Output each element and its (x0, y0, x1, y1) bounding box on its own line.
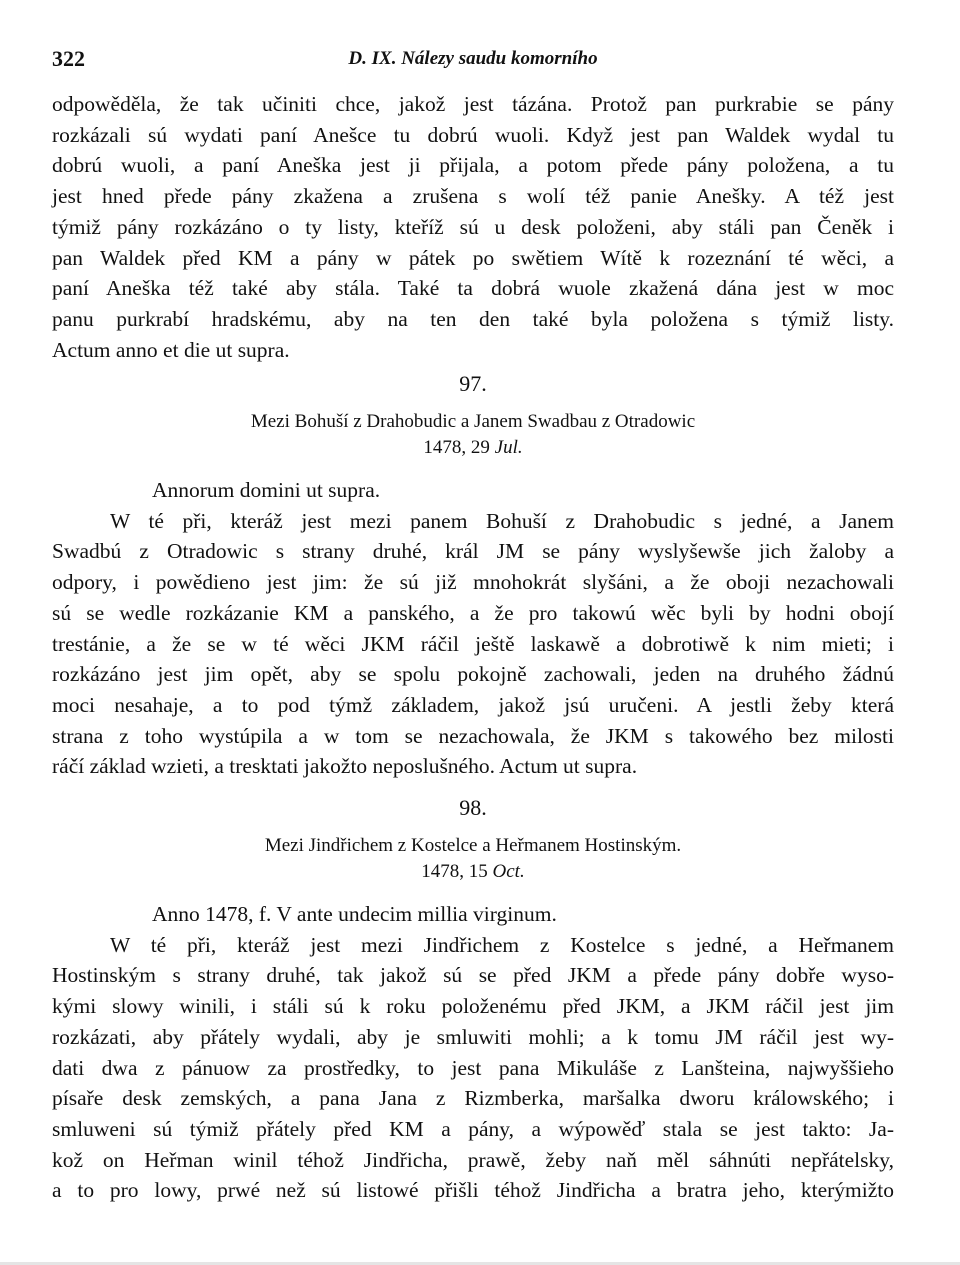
text-line: jest hned přede pány zkažena a zrušena s wolí též panie Anešky. A též jest (52, 184, 894, 209)
text-line: strana z toho wystúpila a w tom se nezachowala, že JKM s takowého bez milosti (52, 723, 894, 748)
paragraph-entry-97 (52, 475, 894, 782)
text-line: a to pro lowy, prwé než sú listowé přišli téhož Jindřicha a bratra jeho, kterýmižto (52, 1178, 894, 1203)
text-line: Hostinským s strany druhé, tak jakož sú se před JKM a přede pány dobře wyso- (52, 963, 894, 988)
text-line: moci nesahaje, a to pod týmž základem, jakož jsú uručeni. A jestli žeby která (52, 692, 894, 717)
page-header (52, 44, 894, 74)
text-line: trestánie, a že se w té wěci JKM ráčil ještě laskawě a dobrotiwě k nim mieti; i (52, 631, 894, 656)
text-line (52, 930, 894, 961)
text-line: dati dwa z pánuow za prostředky, to jest pana Mikuláše z Lanšteina, najwyššieho (52, 1055, 894, 1080)
entry-title-98: Mezi Jindřichem z Kostelce a Heřmanem Hostinským. (264, 835, 682, 856)
entry-date-year: 1478, 15 (421, 861, 488, 882)
text-line: odpory, i powědieno jest jim: že sú již mnohokrát slyšáni, a že oboji nezachowali (52, 570, 894, 595)
entry-opening (52, 475, 894, 506)
text-line-content: W té při, kteráž jest mezi Jindřichem z Kostelce s jedné, a Heřmanem (110, 932, 894, 957)
page-number: 322 (52, 46, 85, 71)
paragraph-continuation (52, 89, 894, 365)
entry-date-97 (52, 437, 894, 459)
text-line: odpowěděla, že tak učiniti chce, jakož jest tázána. Protož pan purkrabie se pány (52, 92, 894, 116)
text-line: písaře desk zemských, a pana Jana z Rizmberka, maršalka dworu králowského; i (52, 1086, 894, 1111)
text-line: rozkázáno jest jim opět, aby se spolu pokojně zachowali, jeden na druhého žádnú (52, 662, 894, 687)
text-line: Swadbú z Otradowic s strany druhé, král JM se pány wyslyšewše jich žaloby a (52, 539, 894, 564)
entry-opening-text: Annorum domini ut supra. (152, 478, 381, 502)
text-line: kými slowy winili, i stáli sú k roku položenému před JKM, a JKM ráčil jest jim (52, 994, 894, 1019)
text-line: dobrú wuoli, a paní Aneška jest ji přijala, a potom přede pány položena, a tu (52, 153, 894, 178)
text-line: panu purkrabí hradskému, aby na ten den také byla položena s týmiž listy. (52, 306, 894, 331)
text-line: Actum anno et die ut supra. (52, 337, 290, 362)
text-line: týmiž pány rozkázáno o ty listy, kteříž sú u desk položeni, aby stáli pan Čeněk i (52, 214, 894, 239)
paragraph-entry-98 (52, 899, 894, 1206)
entry-title-97: Mezi Bohuší z Drahobudic a Janem Swadbau z Otradowic (250, 411, 696, 432)
text-line: sú se wedle rozkázanie KM a panského, a že pro takowú wěc byli by hodni obojí (52, 600, 894, 625)
entry-date-98 (52, 861, 894, 883)
text-line: rozkázali sú wydati paní Anešce tu dobrú wuoli. Když jest pan Waldek wydal tu (52, 122, 894, 147)
entry-opening-text: Anno 1478, f. V ante undecim millia virginum. (152, 902, 557, 926)
entry-number-98: 98. (459, 795, 487, 820)
entry-date-month: Oct. (492, 861, 525, 882)
entry-opening (52, 899, 894, 930)
text-line: paní Aneška též také aby stála. Také ta dobrá wuole zkažená dána jest w moc (52, 276, 894, 301)
entry-date-month: Jul. (494, 437, 523, 458)
text-line: kož on Heřman winil téhož Jindřicha, prawě, žeby naň měl sáhnúti nepřátelsky, (52, 1147, 894, 1172)
text-line-content: W té při, kteráž jest mezi panem Bohuší z Drahobudic s jedné, a Janem (110, 508, 894, 533)
entry-number-97: 97. (459, 371, 487, 396)
running-title: D. IX. Nálezy saudu komorního (348, 48, 598, 69)
text-line: pan Waldek před KM a pány w pátek po swětiem Wítě k rozeznání té wěci, a (52, 245, 894, 270)
text-line: smluweni sú týmiž přátely před KM a pány, a wýpowěď stala se jest takto: Ja- (52, 1116, 894, 1141)
text-line (52, 506, 894, 537)
entry-date-year: 1478, 29 (423, 437, 490, 458)
text-line: ráčí základ wzieti, a tresktati jakožto neposlušného. Actum ut supra. (52, 754, 638, 779)
text-line: rozkázati, aby přátely wydali, aby je smluwiti mohli; a k tomu JM ráčil jest wy- (52, 1024, 894, 1049)
